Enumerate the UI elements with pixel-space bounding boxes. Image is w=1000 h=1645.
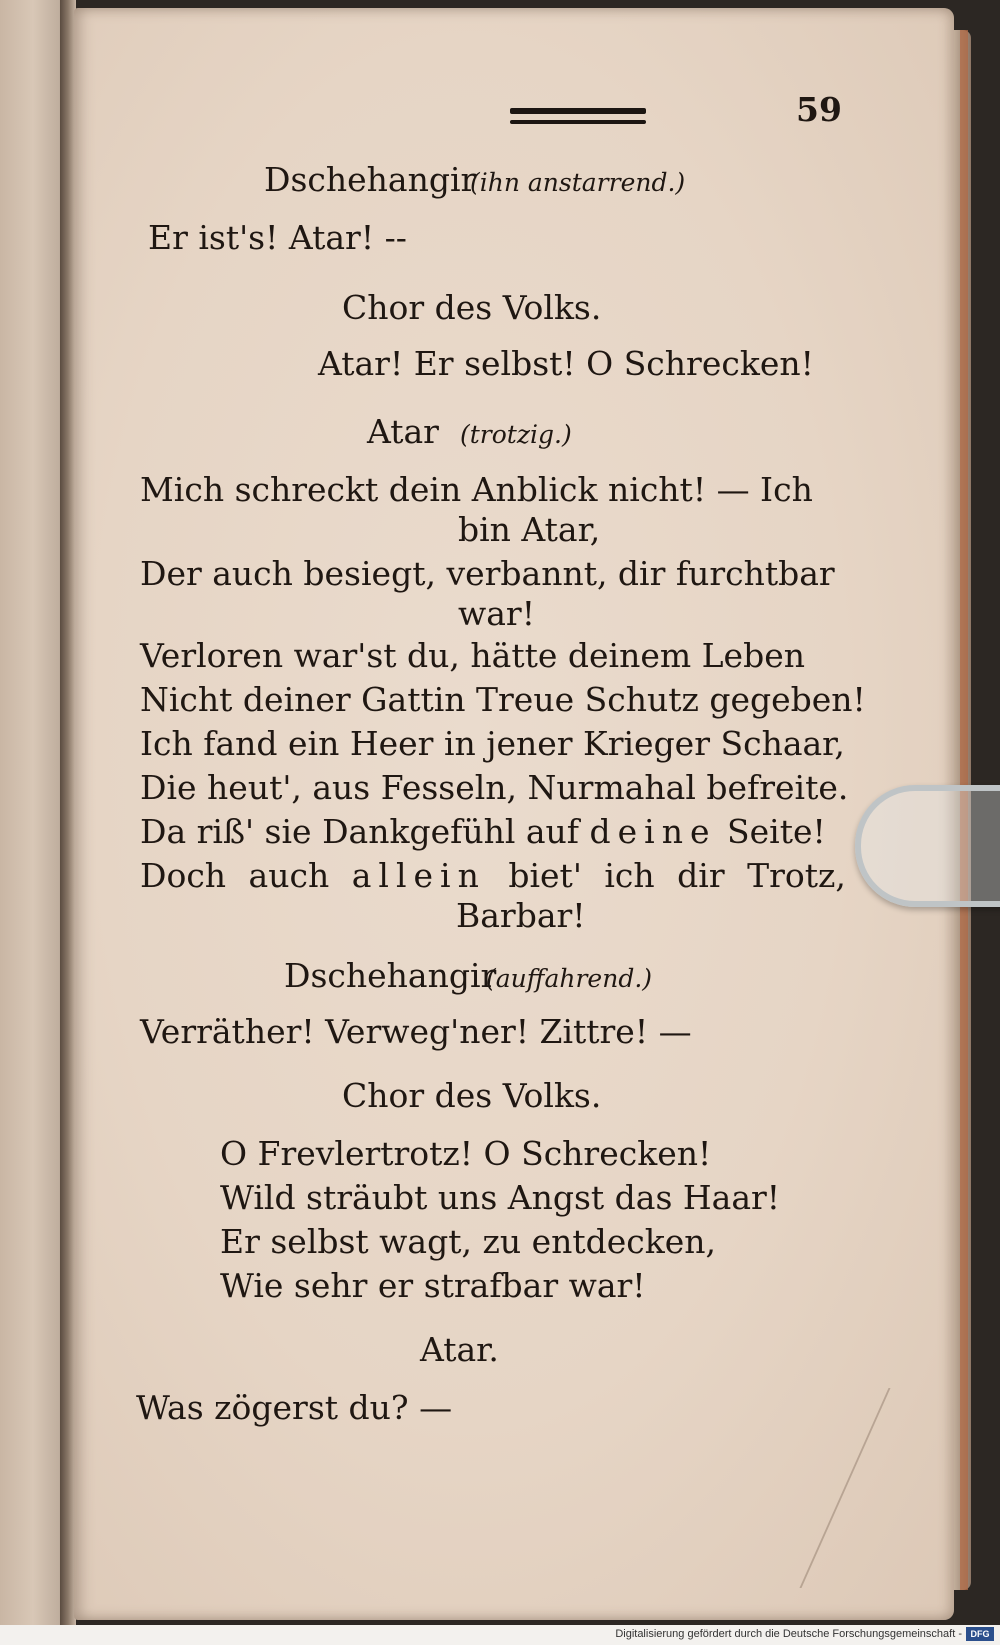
verse-line: Wild sträubt uns Angst das Haar! — [220, 1178, 781, 1217]
verse-line: Der auch besiegt, verbannt, dir furchtbar — [140, 554, 835, 593]
speaker-atar: Atar — [367, 412, 439, 451]
verse-line: O Frevlertrotz! O Schrecken! — [220, 1134, 712, 1173]
verse-line-continuation: Barbar! — [456, 896, 586, 935]
verse-line: Er selbst wagt, zu entdecken, — [220, 1222, 717, 1261]
footer-bar — [0, 1625, 1000, 1645]
verse-line: Er ist's! Atar! -- — [148, 218, 407, 257]
page-number: 59 — [796, 90, 842, 129]
stage-direction: (auffahrend.) — [486, 964, 653, 993]
speaker-dschehangir: Dschehangir — [264, 160, 477, 199]
verse-line: Was zögerst du? — — [136, 1388, 453, 1427]
verse-line: Verräther! Verweg'ner! Zittre! — — [140, 1012, 692, 1051]
page-clip — [855, 785, 1000, 907]
verse-line — [140, 856, 846, 895]
verse-line-part: Doch auch — [140, 856, 330, 895]
stage-direction: (ihn anstarrend.) — [470, 168, 686, 197]
verse-line: Atar! Er selbst! O Schrecken! — [318, 344, 814, 383]
stage-direction: (trotzig.) — [460, 420, 572, 449]
verse-line: Mich schreckt dein Anblick nicht! — Ich — [140, 470, 813, 509]
verse-line: Ich fand ein Heer in jener Krieger Schaar, — [140, 724, 845, 763]
verse-line-continuation: war! — [458, 594, 535, 633]
speaker-dschehangir: Dschehangir — [284, 956, 497, 995]
speaker-chor: Chor des Volks. — [342, 1076, 602, 1115]
verse-line-emphasis: allein — [351, 856, 486, 895]
speaker-atar: Atar. — [420, 1330, 499, 1369]
funding-credit: Digitalisierung gefördert durch die Deutsche Forschungsgemeinschaft - — [615, 1628, 962, 1640]
verse-line: Nicht deiner Gattin Treue Schutz gegeben! — [140, 680, 866, 719]
header-ornament-rule-thin — [510, 120, 646, 124]
verse-line-part: biet' ich dir Trotz, — [508, 856, 846, 895]
verse-line: Verloren war'st du, hätte deinem Leben — [140, 636, 805, 675]
verse-line-part: Seite! — [727, 812, 826, 851]
dfg-logo: DFG — [966, 1627, 994, 1641]
verse-line-emphasis: deine — [589, 812, 717, 851]
facing-page-edge — [0, 0, 66, 1625]
verse-line: Die heut', aus Fesseln, Nurmahal befreite. — [140, 768, 849, 807]
verse-line-part: Da riß' sie Dankgefühl auf — [140, 812, 580, 851]
verse-line: Wie sehr er strafbar war! — [220, 1266, 646, 1305]
verse-line — [140, 812, 826, 851]
header-ornament-rule — [510, 108, 646, 114]
verse-line-continuation: bin Atar, — [458, 510, 601, 549]
book-page — [74, 8, 954, 1620]
speaker-chor: Chor des Volks. — [342, 288, 602, 327]
